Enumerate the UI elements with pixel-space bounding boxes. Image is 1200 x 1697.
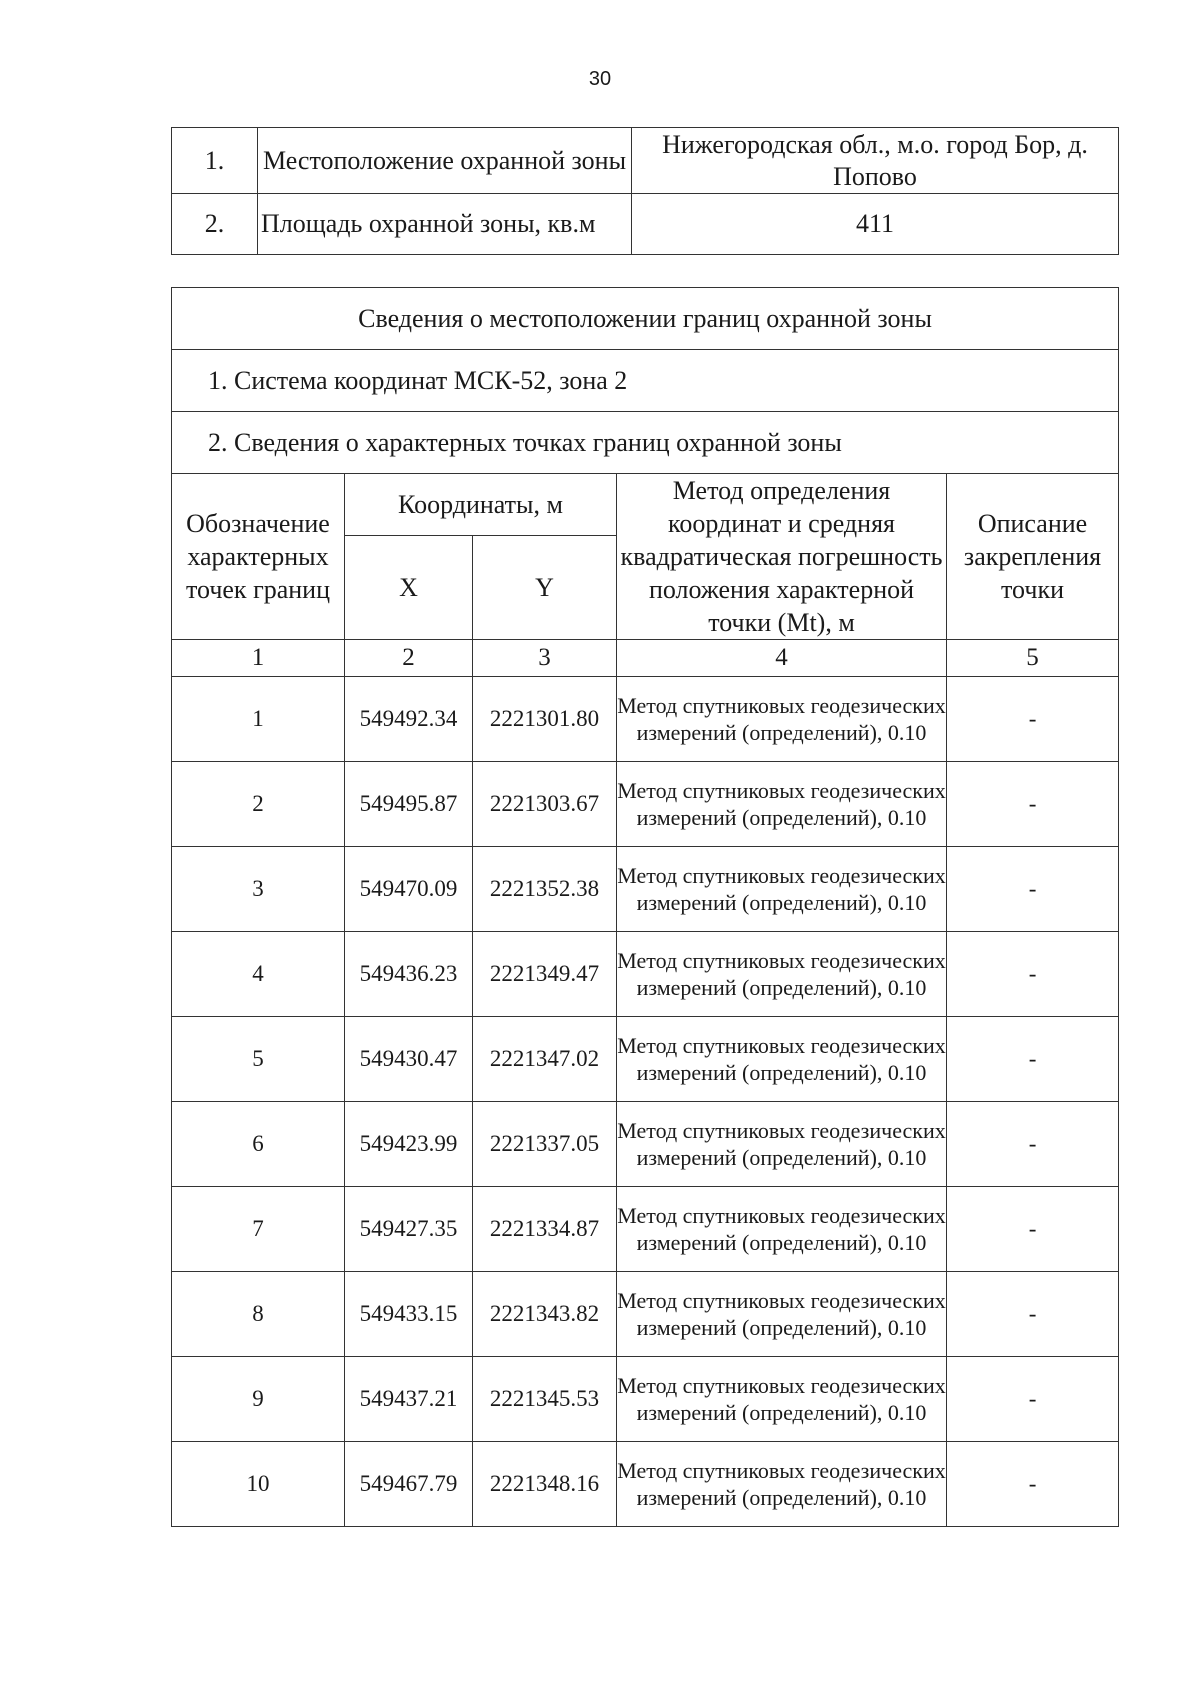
point-id: 10 — [172, 1442, 345, 1527]
point-y: 2221347.02 — [473, 1017, 617, 1102]
point-y: 2221343.82 — [473, 1272, 617, 1357]
point-method: Метод спутниковых геодезических измерений (определений), 0.10 — [617, 932, 947, 1017]
column-number-row — [172, 640, 1119, 677]
point-id: 9 — [172, 1357, 345, 1442]
point-method: Метод спутниковых геодезических измерений (определений), 0.10 — [617, 847, 947, 932]
table-row — [172, 288, 1119, 350]
point-x: 549423.99 — [345, 1102, 473, 1187]
point-y: 2221337.05 — [473, 1102, 617, 1187]
point-method: Метод спутниковых геодезических измерений (определений), 0.10 — [617, 1017, 947, 1102]
point-id: 3 — [172, 847, 345, 932]
point-id: 8 — [172, 1272, 345, 1357]
point-description: - — [947, 762, 1119, 847]
point-id: 1 — [172, 677, 345, 762]
table-row — [172, 1187, 1119, 1272]
point-y: 2221345.53 — [473, 1357, 617, 1442]
point-x: 549467.79 — [345, 1442, 473, 1527]
column-number: 5 — [947, 640, 1119, 677]
point-id: 2 — [172, 762, 345, 847]
point-description: - — [947, 847, 1119, 932]
point-x: 549492.34 — [345, 677, 473, 762]
header-row — [172, 474, 1119, 536]
point-method: Метод спутниковых геодезических измерений (определений), 0.10 — [617, 1102, 947, 1187]
header-y: Y — [473, 535, 617, 639]
column-number: 4 — [617, 640, 947, 677]
header-x: X — [345, 535, 473, 639]
point-y: 2221303.67 — [473, 762, 617, 847]
point-x: 549470.09 — [345, 847, 473, 932]
point-x: 549430.47 — [345, 1017, 473, 1102]
column-number: 3 — [473, 640, 617, 677]
point-method: Метод спутниковых геодезических измерений (определений), 0.10 — [617, 1442, 947, 1527]
point-x: 549433.15 — [345, 1272, 473, 1357]
table-row — [172, 1442, 1119, 1527]
column-number: 2 — [345, 640, 473, 677]
point-description: - — [947, 1102, 1119, 1187]
table-row — [172, 1017, 1119, 1102]
point-method: Метод спутниковых геодезических измерений (определений), 0.10 — [617, 1357, 947, 1442]
location-label: Местоположение охранной зоны — [258, 128, 632, 194]
location-value: Нижегородская обл., м.о. город Бор, д. Попово — [632, 128, 1119, 194]
point-x: 549495.87 — [345, 762, 473, 847]
point-description: - — [947, 677, 1119, 762]
table-row — [172, 1357, 1119, 1442]
point-description: - — [947, 1357, 1119, 1442]
header-coordinates: Координаты, м — [345, 474, 617, 536]
row-number: 2. — [172, 194, 258, 255]
page-number: 30 — [588, 68, 612, 90]
point-y: 2221349.47 — [473, 932, 617, 1017]
table-row — [172, 847, 1119, 932]
header-designation: Обозначение характерных точек границ — [172, 474, 345, 640]
points-heading: 2. Сведения о характерных точках границ охранной зоны — [172, 412, 1119, 474]
table-row — [172, 677, 1119, 762]
area-label: Площадь охранной зоны, кв.м — [258, 194, 632, 255]
point-method: Метод спутниковых геодезических измерений (определений), 0.10 — [617, 677, 947, 762]
table-row — [172, 350, 1119, 412]
point-description: - — [947, 1272, 1119, 1357]
coordinate-system: 1. Система координат МСК-52, зона 2 — [172, 350, 1119, 412]
table-row — [172, 128, 1119, 194]
table-row — [172, 1102, 1119, 1187]
header-description: Описание закрепления точки — [947, 474, 1119, 640]
point-id: 6 — [172, 1102, 345, 1187]
point-id: 7 — [172, 1187, 345, 1272]
boundary-points-table — [171, 287, 1119, 1527]
table-row — [172, 194, 1119, 255]
point-y: 2221352.38 — [473, 847, 617, 932]
column-number: 1 — [172, 640, 345, 677]
table-row — [172, 932, 1119, 1017]
point-id: 4 — [172, 932, 345, 1017]
point-x: 549427.35 — [345, 1187, 473, 1272]
point-x: 549436.23 — [345, 932, 473, 1017]
point-method: Метод спутниковых геодезических измерений (определений), 0.10 — [617, 1187, 947, 1272]
table-row — [172, 762, 1119, 847]
table-row — [172, 412, 1119, 474]
point-y: 2221301.80 — [473, 677, 617, 762]
point-id: 5 — [172, 1017, 345, 1102]
point-method: Метод спутниковых геодезических измерений (определений), 0.10 — [617, 1272, 947, 1357]
point-description: - — [947, 932, 1119, 1017]
header-method: Метод определения координат и средняя квадратическая погрешность положения характерной точки (Mt), м — [617, 474, 947, 640]
zone-info-table — [171, 127, 1119, 255]
row-number: 1. — [172, 128, 258, 194]
table-row — [172, 1272, 1119, 1357]
area-value: 411 — [632, 194, 1119, 255]
point-x: 549437.21 — [345, 1357, 473, 1442]
point-y: 2221334.87 — [473, 1187, 617, 1272]
point-description: - — [947, 1017, 1119, 1102]
point-description: - — [947, 1187, 1119, 1272]
section-title: Сведения о местоположении границ охранной зоны — [172, 288, 1119, 350]
point-method: Метод спутниковых геодезических измерений (определений), 0.10 — [617, 762, 947, 847]
point-y: 2221348.16 — [473, 1442, 617, 1527]
point-description: - — [947, 1442, 1119, 1527]
